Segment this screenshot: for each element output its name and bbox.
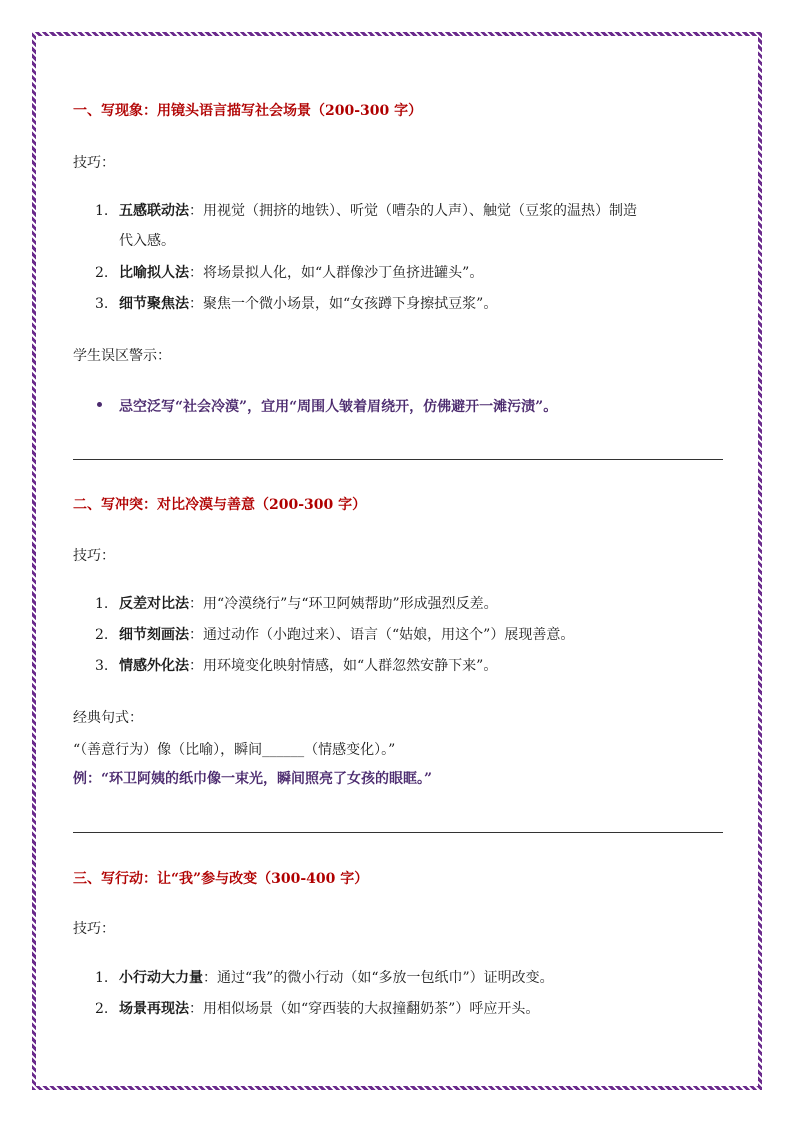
page-border: [32, 32, 762, 1090]
section2-heading: 二、写冲突：对比冷漠与善意（200-300 字）: [73, 497, 367, 513]
section1-heading: 一、写现象：用镜头语言描写社会场景（200-300 字）: [73, 103, 423, 119]
item-number: 1.: [95, 203, 109, 219]
item-text: ：聚焦一个微小场景，如“女孩蹲下身擦拭豆浆”。: [189, 296, 498, 312]
section1-item-1: [73, 196, 723, 256]
item-text: ：用“冷漠绕行”与“环卫阿姨帮助”形成强烈反差。: [189, 596, 498, 612]
divider: [73, 459, 723, 460]
item-number: 3.: [95, 658, 109, 674]
item-number: 2.: [95, 265, 109, 281]
item-text-cont: 代入感。: [119, 233, 175, 249]
item-number: 2.: [95, 1001, 109, 1017]
section1-warning-label: 学生误区警示：: [73, 348, 171, 364]
section2-pattern-label: 经典句式：: [73, 710, 143, 726]
item-number: 2.: [95, 627, 109, 643]
item-text: ：用环境变化映射情感，如“人群忽然安静下来”。: [189, 658, 498, 674]
warning-text: 忌空泛写“社会冷漠”，宜用“周围人皱着眉绕开，仿佛避开一滩污渍”。: [119, 399, 558, 415]
item-text: ：将场景拟人化，如“人群像沙丁鱼挤进罐头”。: [189, 265, 484, 281]
section3-tips-label: 技巧：: [73, 921, 115, 937]
divider: [73, 832, 723, 833]
section2-tips-label: 技巧：: [73, 548, 115, 564]
item-term: 情感外化法: [119, 658, 189, 674]
item-text: ：用相似场景（如“穿西装的大叔撞翻奶茶”）呼应开头。: [189, 1001, 540, 1017]
item-term: 细节聚焦法: [119, 296, 189, 312]
item-term: 细节刻画法: [119, 627, 189, 643]
item-text: ：用视觉（拥挤的地铁）、听觉（嘈杂的人声）、触觉（豆浆的温热）制造: [189, 203, 637, 219]
item-term: 反差对比法: [119, 596, 189, 612]
section2-example: 例：“环卫阿姨的纸巾像一束光，瞬间照亮了女孩的眼眶。”: [73, 771, 433, 787]
item-number: 1.: [95, 970, 109, 986]
item-term: 小行动大力量: [119, 970, 203, 986]
item-number: 1.: [95, 596, 109, 612]
item-text: ：通过“我”的微小行动（如“多放一包纸巾”）证明改变。: [203, 970, 554, 986]
item-text: ：通过动作（小跑过来）、语言（“姑娘，用这个”）展现善意。: [189, 627, 575, 643]
item-term: 场景再现法: [119, 1001, 189, 1017]
item-term: 五感联动法: [119, 203, 189, 219]
item-number: 3.: [95, 296, 109, 312]
section3-heading: 三、写行动：让“我”参与改变（300-400 字）: [73, 871, 369, 887]
section1-tips-label: 技巧：: [73, 155, 115, 171]
item-term: 比喻拟人法: [119, 265, 189, 281]
section2-pattern: “（善意行为）像（比喻），瞬间______（情感变化）。”: [73, 742, 396, 758]
bullet-dot-icon: [97, 402, 102, 407]
